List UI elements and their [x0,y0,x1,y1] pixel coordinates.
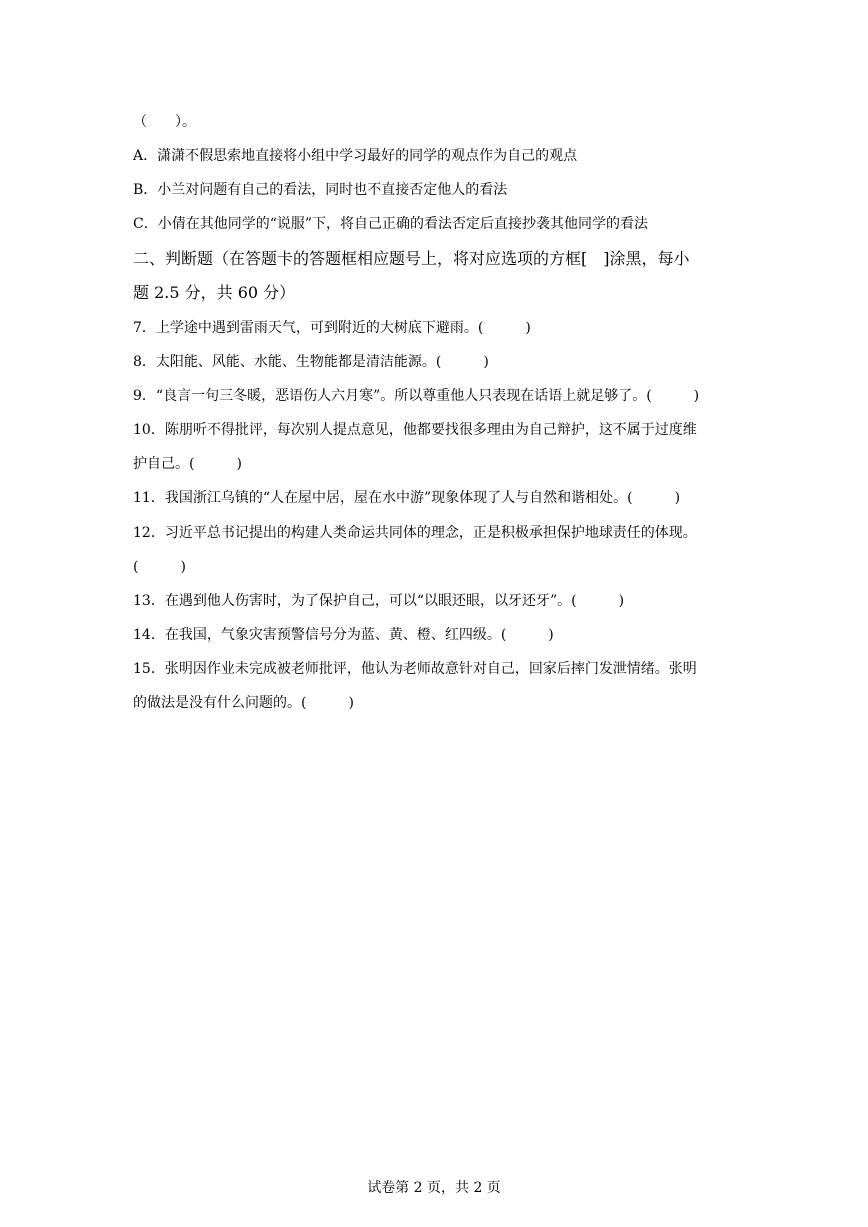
question-12-line1: 12．习近平总书记提出的构建人类命运共同体的理念，正是积极承担保护地球责任的体现。 [133,525,697,541]
question-14: 14．在我国，气象灾害预警信号分为蓝、黄、橙、红四级。( ) [133,627,554,643]
question-11: 11．我国浙江乌镇的“人在屋中居，屋在水中游”现象体现了人与自然和谐相处。( ) [133,490,681,506]
question6-tail: （ ）。 [133,114,196,130]
question-7: 7．上学途中遇到雷雨天气，可到附近的大树底下避雨。( ) [133,320,531,336]
question6-option-a: A．潇潇不假思索地直接将小组中学习最好的同学的观点作为自己的观点 [133,148,578,164]
question-10-line2: 护自己。( ) [133,456,242,472]
question-8: 8．太阳能、风能、水能、生物能都是清洁能源。( ) [133,354,489,370]
question-15-line1: 15．张明因作业未完成被老师批评，他认为老师故意针对自己，回家后摔门发泄情绪。张明 [133,661,697,677]
question-10-line1: 10．陈朋听不得批评，每次别人提点意见，他都要找很多理由为自己辩护，这不属于过度维 [133,422,697,438]
question-13: 13．在遇到他人伤害时，为了保护自己，可以“以眼还眼，以牙还牙”。( ) [133,593,625,609]
question-12-line2: ( ) [133,559,186,575]
question6-option-b: B．小兰对问题有自己的看法，同时也不直接否定他人的看法 [133,182,508,198]
section2-heading-line1: 二、判断题（在答题卡的答题框相应题号上，将对应选项的方框[ ]涂黑，每小 [133,249,690,268]
question-9: 9．“良言一句三冬暖，恶语伤人六月寒”。所以尊重他人只表现在话语上就足够了。( ) [133,388,700,404]
section2-heading-line2: 题 2.5 分，共 60 分） [133,283,296,302]
page-footer: 试卷第 2 页，共 2 页 [367,1180,501,1196]
question6-option-c: C．小倩在其他同学的“说服”下，将自己正确的看法否定后直接抄袭其他同学的看法 [133,216,649,232]
question-15-line2: 的做法是没有什么问题的。( ) [133,695,354,711]
